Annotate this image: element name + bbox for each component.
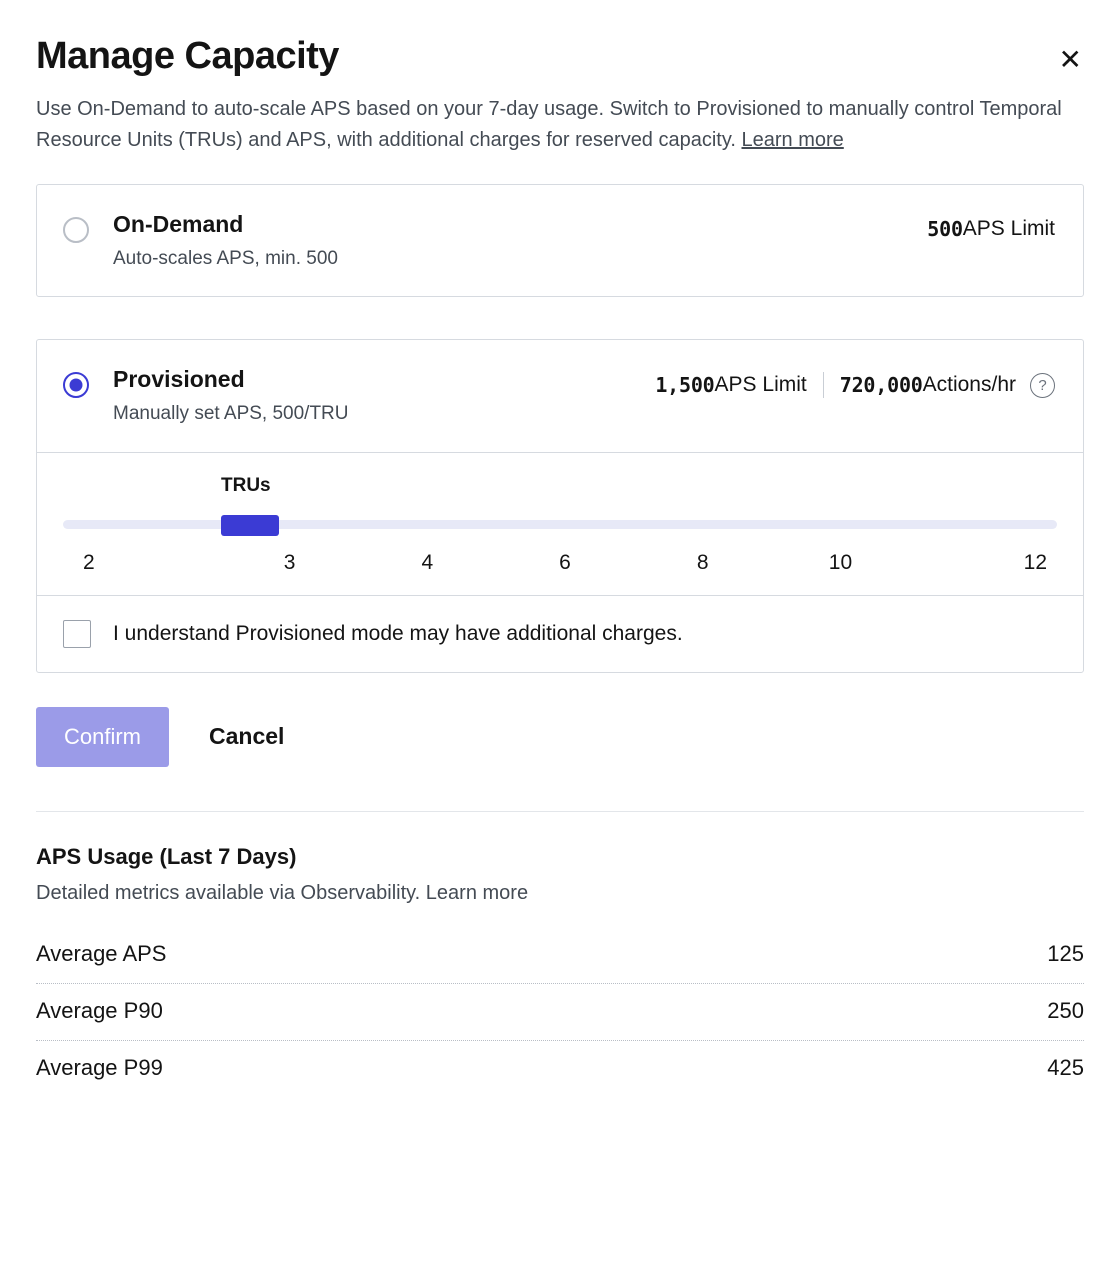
usage-row	[36, 927, 1084, 984]
dialog-header	[36, 36, 1084, 78]
page-title: Manage Capacity	[36, 35, 339, 77]
description-text: Use On-Demand to auto-scale APS based on your 7-day usage. Switch to Provisioned to manually control Temporal Resource Units (TRUs) and APS, with additional charges for reserved capacity.	[36, 98, 1062, 151]
usage-row-label: Average P90	[36, 997, 163, 1023]
question-mark-icon[interactable]: ?	[1030, 373, 1055, 398]
slider-tick: 3	[283, 550, 296, 574]
slider-tick: 6	[559, 550, 571, 574]
close-icon[interactable]: ✕	[1057, 42, 1084, 78]
option-sub-on-demand: Auto-scales APS, min. 500	[113, 247, 338, 269]
learn-more-link[interactable]: Learn more	[741, 129, 844, 151]
usage-learn-more-link[interactable]: Learn more	[425, 881, 529, 904]
slider-tick: 8	[696, 550, 709, 574]
usage-row	[36, 1041, 1084, 1097]
option-text-provisioned	[113, 366, 655, 425]
slider-tick: 12	[1023, 550, 1048, 574]
provisioned-actions-value: 720,000	[839, 373, 923, 398]
usage-row-label: Average P99	[36, 1054, 163, 1080]
option-name-provisioned: Provisioned	[113, 366, 245, 393]
tru-slider[interactable]	[63, 511, 1057, 537]
option-meta-provisioned	[655, 372, 1055, 398]
option-card-on-demand[interactable]	[36, 184, 1084, 297]
usage-section-subtitle	[36, 882, 1084, 905]
dialog-actions	[36, 707, 1084, 767]
dialog-description	[36, 94, 1084, 156]
confirm-button[interactable]: Confirm	[36, 707, 169, 767]
acknowledge-charges-checkbox[interactable]	[63, 620, 91, 648]
usage-subtitle-text: Detailed metrics available via Observability.	[36, 881, 426, 904]
slider-tick: 2	[83, 550, 95, 574]
slider-tick: 10	[828, 550, 853, 574]
on-demand-aps-limit-value: 500	[927, 217, 963, 241]
option-row-provisioned[interactable]	[37, 340, 1083, 451]
slider-track[interactable]	[63, 520, 1057, 529]
radio-on-demand[interactable]	[63, 217, 89, 243]
section-divider	[36, 811, 1084, 812]
on-demand-aps-limit-label: APS Limit	[962, 217, 1055, 240]
slider-thumb[interactable]	[221, 515, 279, 536]
cancel-button[interactable]: Cancel	[203, 722, 290, 751]
option-name-on-demand: On-Demand	[113, 211, 244, 237]
usage-row	[36, 984, 1084, 1041]
usage-row-value: 425	[1047, 1054, 1084, 1080]
usage-row-label: Average APS	[36, 940, 167, 966]
usage-row-value: 250	[1047, 997, 1084, 1023]
meta-divider	[823, 372, 824, 398]
option-meta-on-demand	[927, 217, 1055, 241]
slider-tick: 4	[421, 550, 434, 574]
option-sub-provisioned: Manually set APS, 500/TRU	[113, 402, 349, 424]
usage-metrics-list	[36, 927, 1084, 1097]
acknowledge-charges-row[interactable]	[37, 595, 1083, 672]
option-row-on-demand[interactable]	[37, 185, 1083, 296]
provisioned-actions-label: Actions/hr	[922, 373, 1016, 397]
usage-section-title: APS Usage (Last 7 Days)	[36, 843, 297, 869]
slider-tick-labels	[63, 551, 1057, 575]
tru-slider-label: TRUs	[221, 474, 271, 496]
usage-row-value: 125	[1047, 940, 1084, 966]
provisioned-aps-limit-value: 1,500	[655, 373, 715, 398]
acknowledge-charges-label: I understand Provisioned mode may have additional charges.	[113, 621, 683, 645]
option-card-provisioned[interactable]	[36, 339, 1084, 672]
tru-slider-section	[37, 452, 1083, 595]
option-text-on-demand	[113, 211, 927, 270]
provisioned-aps-limit-label: APS Limit	[714, 373, 807, 397]
radio-provisioned[interactable]	[63, 372, 89, 398]
